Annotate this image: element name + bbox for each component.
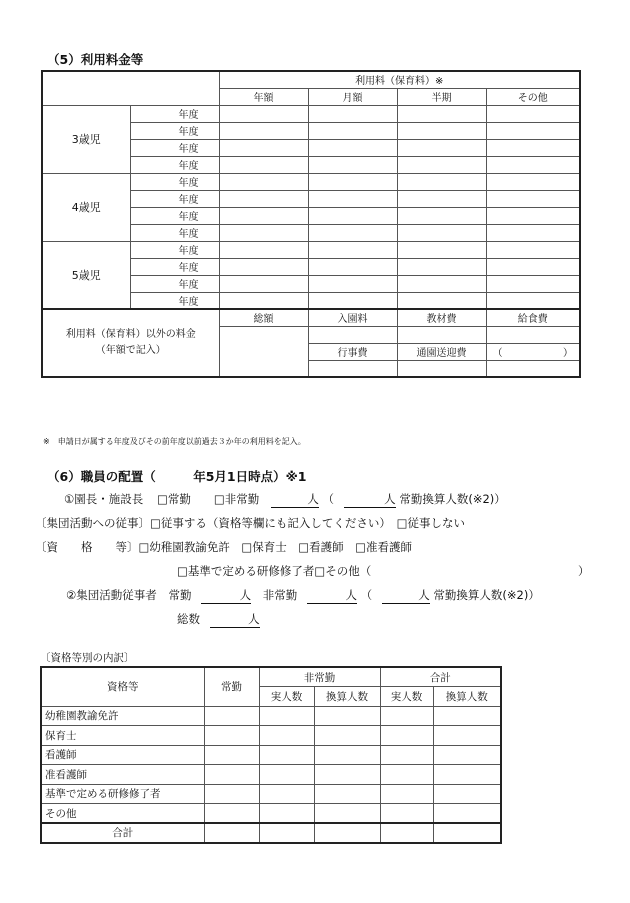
fee-cell[interactable]: [397, 258, 486, 275]
paren-close: ）: [563, 348, 574, 359]
fee-cell[interactable]: [308, 105, 397, 122]
other-fee-label-2: （年額で記入）: [95, 345, 166, 356]
fee-header-blank: [42, 71, 219, 105]
fee-cell[interactable]: [397, 292, 486, 309]
row-label: 基準で定める研修修了者: [41, 784, 204, 804]
table-row: [41, 745, 501, 765]
other-col-materials: 教材費: [397, 309, 486, 326]
cell[interactable]: [314, 784, 380, 804]
qualification-options-2[interactable]: □基準で定める研修修了者□その他（: [177, 564, 372, 578]
cell[interactable]: [314, 745, 380, 765]
cell[interactable]: [380, 745, 433, 765]
fee-note: ※ 申請日が属する年度及びその前年度以前過去３か年の利用料を記入。: [43, 437, 306, 446]
paren-open: （: [360, 588, 373, 602]
fee-cell[interactable]: [397, 156, 486, 173]
fee-cell[interactable]: [397, 122, 486, 139]
transport-fee-cell[interactable]: [397, 360, 486, 377]
year-cell[interactable]: 年度: [130, 105, 219, 122]
year-cell[interactable]: 年度: [130, 258, 219, 275]
total-count[interactable]: 人: [210, 611, 260, 628]
fee-cell[interactable]: [219, 207, 308, 224]
director-conv-count[interactable]: 人: [344, 491, 396, 508]
line-qualification: [35, 539, 412, 555]
fee-cell[interactable]: [308, 275, 397, 292]
custom-fee-cell[interactable]: [486, 360, 580, 377]
entry-fee-cell[interactable]: [308, 326, 397, 343]
cell[interactable]: [314, 823, 380, 843]
cell[interactable]: [380, 804, 433, 824]
sub-real-total: 実人数: [380, 687, 433, 707]
cell[interactable]: [433, 706, 501, 726]
cell[interactable]: [259, 804, 314, 824]
cell[interactable]: [433, 804, 501, 824]
fee-cell[interactable]: [486, 190, 580, 207]
staff-conv-label: 常勤換算人数(※2): [433, 588, 529, 602]
meals-fee-cell[interactable]: [486, 326, 580, 343]
cell[interactable]: [433, 823, 501, 843]
activity-options[interactable]: □従事する（資格等欄にも記入してください） □従事しない: [150, 516, 465, 530]
other-col-total: 総額: [219, 309, 308, 326]
cell[interactable]: [314, 726, 380, 746]
col-monthly: 月額: [308, 88, 397, 105]
cell[interactable]: [259, 765, 314, 785]
section5-title: （5）利用料金等: [47, 52, 144, 67]
paren-close: ）: [494, 492, 506, 506]
fulltime-label: 常勤: [168, 588, 192, 602]
total-label: 総数: [177, 612, 200, 626]
qualification-options[interactable]: □幼稚園教諭免許 □保育士 □看護師 □准看護師: [138, 540, 412, 554]
fee-cell[interactable]: [486, 258, 580, 275]
cell[interactable]: [204, 823, 259, 843]
director-count[interactable]: 人: [271, 491, 319, 508]
staff-label: ②集団活動従事者: [66, 588, 157, 602]
table-row: [41, 706, 501, 726]
other-col-transport: 通園送迎費: [397, 343, 486, 360]
fee-header: 利用料（保育料）※: [219, 71, 580, 88]
cell[interactable]: [380, 765, 433, 785]
fee-cell[interactable]: [219, 173, 308, 190]
fee-cell[interactable]: [219, 292, 308, 309]
year-cell[interactable]: 年度: [130, 156, 219, 173]
fee-cell[interactable]: [486, 156, 580, 173]
cell[interactable]: [204, 745, 259, 765]
cell[interactable]: [380, 823, 433, 843]
fee-cell[interactable]: [219, 105, 308, 122]
parttime-count[interactable]: 人: [307, 587, 357, 604]
other-col-custom[interactable]: [486, 343, 580, 360]
fee-cell[interactable]: [308, 207, 397, 224]
cell[interactable]: [380, 706, 433, 726]
fee-cell[interactable]: [397, 105, 486, 122]
fee-cell[interactable]: [308, 173, 397, 190]
fee-cell[interactable]: [308, 122, 397, 139]
activity-label: 〔集団活動への従事〕: [35, 516, 150, 530]
fee-cell[interactable]: [308, 258, 397, 275]
sub-conv-part: 換算人数: [314, 687, 380, 707]
age-5: 5歳児: [42, 241, 130, 309]
cell[interactable]: [380, 726, 433, 746]
row-label: 保育士: [41, 726, 204, 746]
fee-cell[interactable]: [397, 207, 486, 224]
line-activity: [35, 515, 465, 531]
fee-cell[interactable]: [397, 241, 486, 258]
director-conv-label: 常勤換算人数(※2): [399, 492, 495, 506]
paren-open: （: [492, 348, 503, 359]
col-other: その他: [486, 88, 580, 105]
fee-cell[interactable]: [308, 156, 397, 173]
cell[interactable]: [259, 784, 314, 804]
cell[interactable]: [380, 784, 433, 804]
director-options[interactable]: □常勤 □非常勤: [156, 492, 260, 506]
total-row: [41, 823, 501, 843]
fee-cell[interactable]: [397, 173, 486, 190]
director-label: ①園長・施設長: [64, 492, 144, 506]
sub-real-part: 実人数: [259, 687, 314, 707]
cell[interactable]: [314, 765, 380, 785]
fee-cell[interactable]: [219, 224, 308, 241]
fee-cell[interactable]: [308, 139, 397, 156]
fee-cell[interactable]: [397, 190, 486, 207]
fee-cell[interactable]: [486, 139, 580, 156]
cell[interactable]: [433, 784, 501, 804]
paren-open: （: [322, 492, 335, 506]
cell[interactable]: [314, 804, 380, 824]
year-cell[interactable]: 年度: [130, 241, 219, 258]
year-cell[interactable]: 年度: [130, 207, 219, 224]
cell[interactable]: [433, 726, 501, 746]
row-label: その他: [41, 804, 204, 824]
fee-cell[interactable]: [308, 190, 397, 207]
cell[interactable]: [204, 726, 259, 746]
col-annual: 年額: [219, 88, 308, 105]
fulltime-count[interactable]: 人: [201, 587, 251, 604]
cell[interactable]: [204, 804, 259, 824]
other-fee-label-1: 利用料（保育料）以外の料金: [65, 329, 196, 340]
fee-cell[interactable]: [486, 122, 580, 139]
year-cell[interactable]: 年度: [130, 122, 219, 139]
fee-cell[interactable]: [219, 156, 308, 173]
fee-cell[interactable]: [397, 224, 486, 241]
materials-fee-cell[interactable]: [397, 326, 486, 343]
cell[interactable]: [314, 706, 380, 726]
row-label: 看護師: [41, 745, 204, 765]
header-total: 合計: [380, 667, 501, 687]
header-parttime: 非常勤: [259, 667, 380, 687]
fee-cell[interactable]: [486, 173, 580, 190]
row-label: 准看護師: [41, 765, 204, 785]
fee-cell[interactable]: [486, 275, 580, 292]
year-cell[interactable]: 年度: [130, 173, 219, 190]
cell[interactable]: [204, 706, 259, 726]
year-cell[interactable]: 年度: [130, 190, 219, 207]
fee-cell[interactable]: [219, 258, 308, 275]
fee-cell[interactable]: [219, 139, 308, 156]
cell[interactable]: [433, 745, 501, 765]
total-fee-cell[interactable]: [219, 326, 308, 377]
header-fulltime: 常勤: [204, 667, 259, 706]
sub-conv-total: 換算人数: [433, 687, 501, 707]
cell[interactable]: [433, 765, 501, 785]
staff-conv-count[interactable]: 人: [382, 587, 430, 604]
age-3: 3歳児: [42, 105, 130, 173]
fee-cell[interactable]: [308, 224, 397, 241]
col-half: 半期: [397, 88, 486, 105]
qualification-table: [40, 666, 502, 844]
cell[interactable]: [204, 765, 259, 785]
year-cell[interactable]: 年度: [130, 275, 219, 292]
year-cell[interactable]: 年度: [130, 139, 219, 156]
row-label: 幼稚園教諭免許: [41, 706, 204, 726]
other-fee-label: [42, 309, 219, 377]
fee-cell[interactable]: [486, 207, 580, 224]
table-row: [41, 804, 501, 824]
other-col-events: 行事費: [308, 343, 397, 360]
fee-cell[interactable]: [486, 292, 580, 309]
line-total: [177, 611, 260, 628]
table-row: [41, 765, 501, 785]
fee-cell[interactable]: [397, 139, 486, 156]
total-row-label: 合計: [41, 823, 204, 843]
fee-cell[interactable]: [219, 241, 308, 258]
fee-cell[interactable]: [486, 224, 580, 241]
table-row: [41, 726, 501, 746]
cell[interactable]: [204, 784, 259, 804]
paren-close: ）: [528, 588, 540, 602]
fee-cell[interactable]: [219, 275, 308, 292]
fee-cell[interactable]: [486, 241, 580, 258]
qualification-label: 〔資 格 等〕: [35, 540, 139, 554]
cell[interactable]: [259, 745, 314, 765]
year-cell[interactable]: 年度: [130, 292, 219, 309]
fee-cell[interactable]: [397, 275, 486, 292]
line-director: [64, 491, 506, 508]
line-staff: [66, 587, 540, 604]
qualification-paren-close: ）: [578, 564, 590, 578]
section6-title: （6）職員の配置（ 年5月1日時点）※1: [47, 469, 307, 484]
other-col-meals: 給食費: [486, 309, 580, 326]
cell[interactable]: [259, 823, 314, 843]
line-qualification-2: [177, 563, 371, 579]
year-cell[interactable]: 年度: [130, 224, 219, 241]
events-fee-cell[interactable]: [308, 360, 397, 377]
fee-cell[interactable]: [308, 241, 397, 258]
fee-cell[interactable]: [219, 122, 308, 139]
breakdown-title: 〔資格等別の内訳〕: [40, 652, 135, 664]
other-col-entry: 入園料: [308, 309, 397, 326]
fee-cell[interactable]: [219, 190, 308, 207]
header-qualification: 資格等: [41, 667, 204, 706]
cell[interactable]: [259, 706, 314, 726]
fee-cell[interactable]: [308, 292, 397, 309]
parttime-label: 非常勤: [262, 588, 298, 602]
table-row: [41, 784, 501, 804]
cell[interactable]: [259, 726, 314, 746]
fee-cell[interactable]: [486, 105, 580, 122]
fee-table: [41, 70, 581, 378]
age-4: 4歳児: [42, 173, 130, 241]
